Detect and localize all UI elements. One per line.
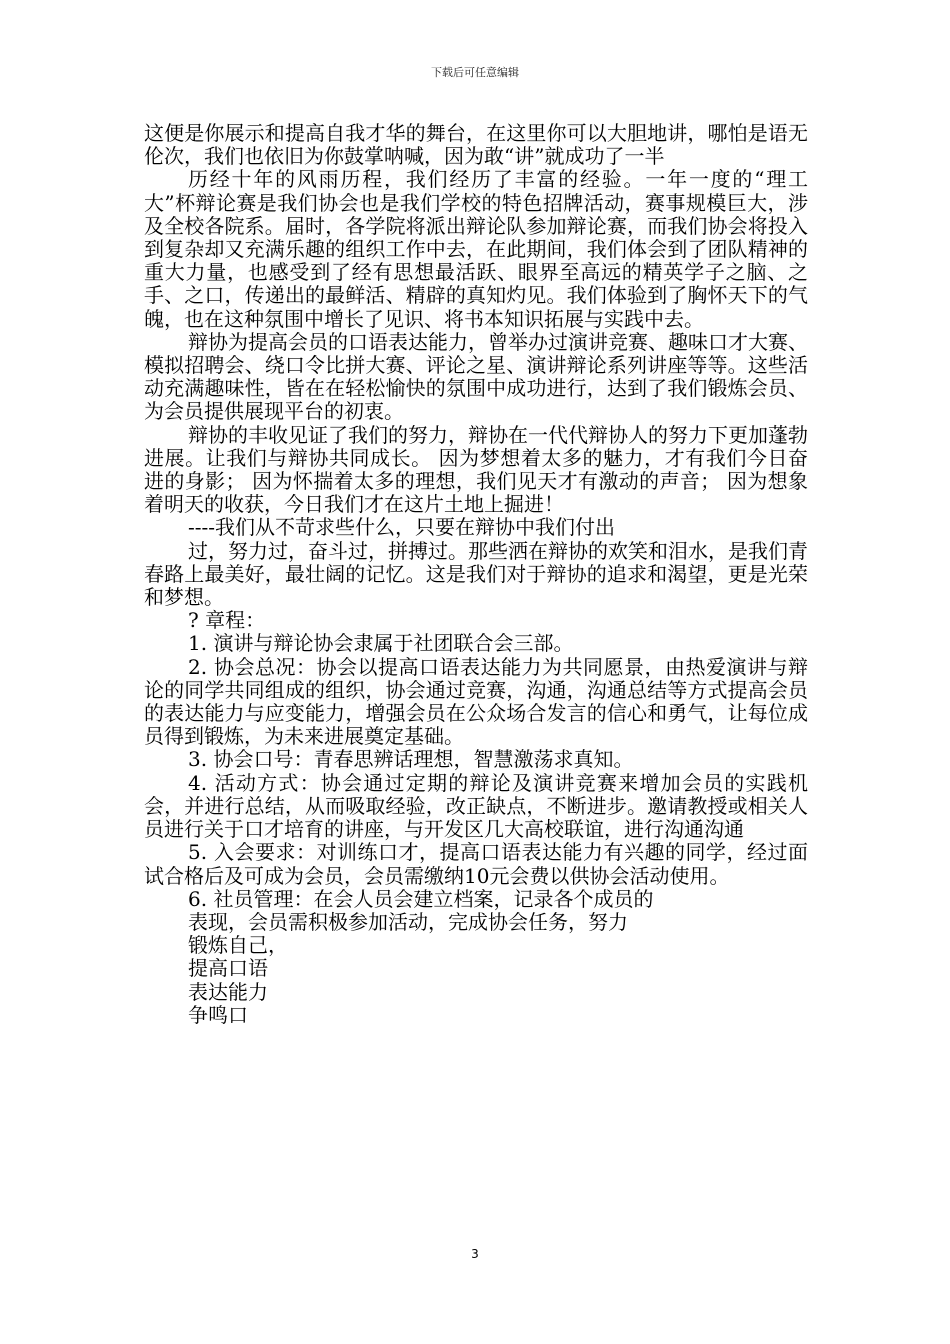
constitution-item-6-line-4: 提高口语: [188, 956, 268, 981]
constitution-item-6: 6. 社员管理：在会人员会建立档案，记录各个成员的: [188, 886, 654, 911]
constitution-item-6-line-6: 争鸣口: [188, 1002, 248, 1027]
paragraph-activities: 辩协为提高会员的口语表达能力，曾举办过演讲竞赛、趣味口才大赛、模拟招聘会、绕口令比拼大赛、评论之星、演讲辩论系列讲座等等。这些活动充满趣味性，皆在在轻松愉快的氛围中成功进行，达到了我们锻炼会员、为会员提供展现平台的初衷。: [144, 329, 808, 424]
paragraph-history: 历经十年的风雨历程，我们经历了丰富的经验。一年一度的“理工大”杯辩论赛是我们协会也是我们学校的特色招牌活动，赛事规模巨大，涉及全校各院系。届时，各学院将派出辩论队参加辩论赛，而我们协会将投入到复杂却又充满乐趣的组织工作中去，在此期间，我们体会到了团队精神的重大力量，也感受到了经有思想最活跃、眼界至高远的精英学子之脑、之手、之口，传递出的最鲜活、精辟的真知灼见。我们体验到了胸怀天下的气魄，也在这种氛围中增长了见识、将书本知识拓展与实践中去。: [144, 167, 808, 331]
page-header: 下载后可任意编辑: [431, 66, 519, 79]
constitution-item-2: 2. 协会总况：协会以提高口语表达能力为共同愿景，由热爱演讲与辩论的同学共同组成的组织，协会通过竞赛，沟通，沟通总结等方式提高会员的表达能力与应变能力，增强会员在公众场合发言的信心和勇气，让每位成员得到锻炼，为未来进展奠定基础。: [144, 654, 808, 749]
constitution-item-3: 3. 协会口号：青春思辨话理想，智慧激荡求真知。: [188, 747, 634, 772]
paragraph-motto-continued: 过，努力过，奋斗过，拼搏过。那些洒在辩协的欢笑和泪水，是我们青春路上最美好，最壮阔的记忆。这是我们对于辩协的追求和渴望，更是光荣和梦想。: [144, 538, 808, 610]
constitution-item-1: 1. 演讲与辩论协会隶属于社团联合会三部。: [188, 631, 574, 656]
constitution-item-5: 5. 入会要求：对训练口才，提高口语表达能力有兴趣的同学，经过面试合格后及可成为会员，会员需缴纳10元会费以供协会活动使用。: [144, 840, 808, 888]
document-body: [144, 122, 808, 1027]
paragraph-motto-line: ----我们从不苛求些什么，只要在辩协中我们付出: [188, 515, 616, 540]
constitution-item-6-line-5: 表达能力: [188, 979, 268, 1004]
constitution-heading: ? 章程：: [188, 608, 266, 633]
constitution-item-6-line-3: 锻炼自己，: [188, 933, 288, 958]
constitution-item-4: 4. 活动方式：协会通过定期的辩论及演讲竞赛来增加会员的实践机会，并进行总结，从而吸取经验，改正缺点，不断进步。邀请教授或相关人员进行关于口才培育的讲座，与开发区几大高校联谊，进行沟通沟通: [144, 770, 808, 842]
paragraph-growth: 辩协的丰收见证了我们的努力，辩协在一代代辩协人的努力下更加蓬勃进展。让我们与辩协共同成长。 因为梦想着太多的魅力，才有我们今日奋进的身影； 因为怀揣着太多的理想，我们见天才有激动的声音； 因为想象着明天的收获，今日我们才在这片土地上掘进！: [144, 422, 808, 517]
paragraph-intro: 这便是你展示和提高自我才华的舞台，在这里你可以大胆地讲，哪怕是语无伦次，我们也依旧为你鼓掌呐喊，因为敢“讲”就成功了一半: [144, 121, 808, 169]
page-number: 3: [471, 1247, 479, 1261]
constitution-item-6-line-2: 表现，会员需积极参加活动，完成协会任务，努力: [188, 909, 628, 934]
